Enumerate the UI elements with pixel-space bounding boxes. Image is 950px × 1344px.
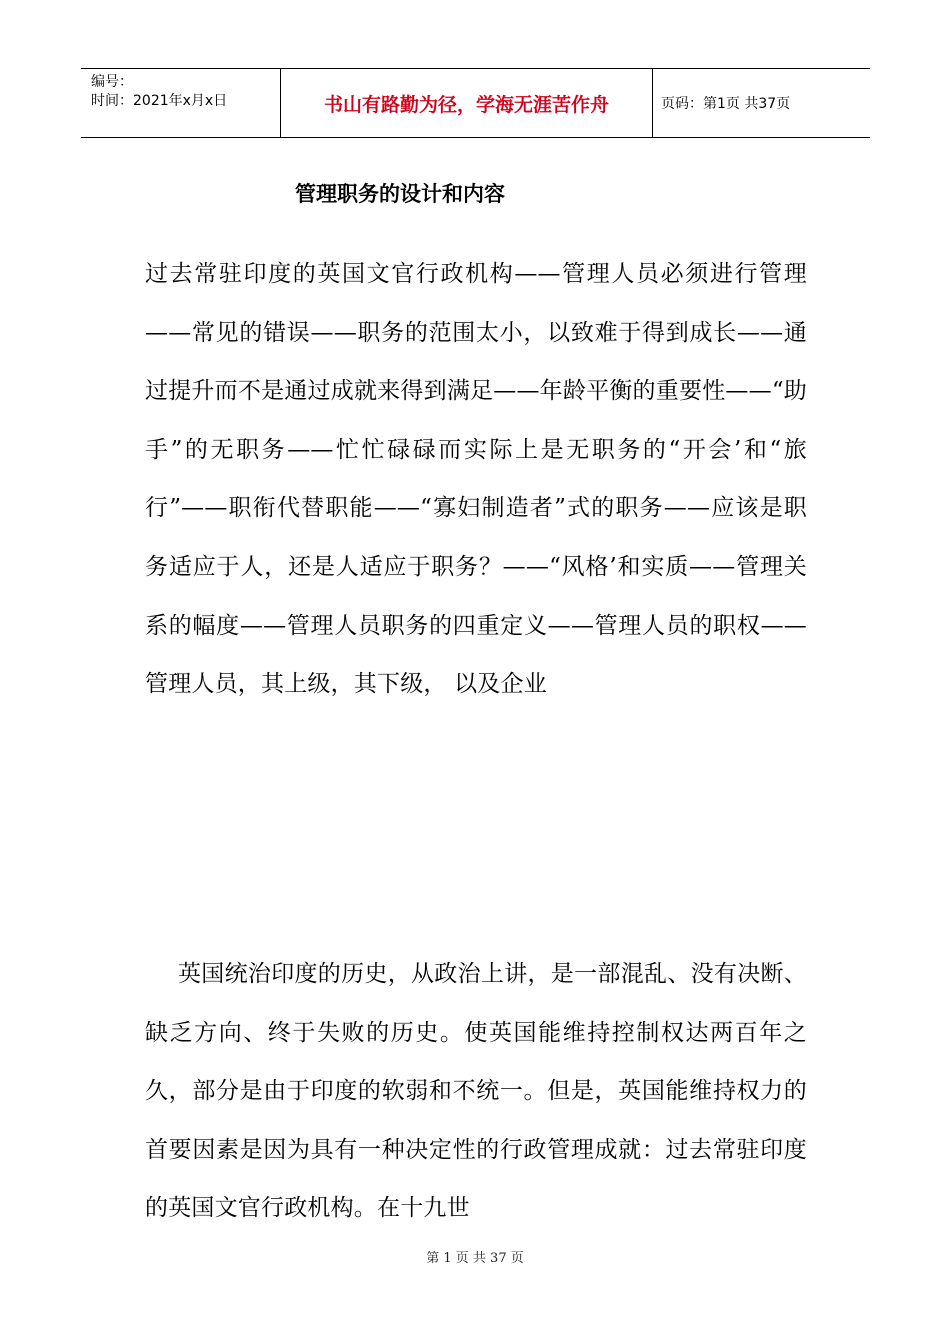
header-motto: 书山有路勤为径，学海无涯苦作舟 — [323, 93, 609, 116]
header-meta-cell — [81, 69, 281, 137]
document-date: 时间：2021年x月x日 — [91, 93, 228, 109]
chapter-summary: 过去常驻印度的英国文官行政机构——管理人员必须进行管理——常见的错误——职务的范围太小，以致难于得到成长——通过提升而不是通过成就来得到满足——年龄平衡的重要性——“助手”的无职务——忙忙碌碌而实际上是无职务的“开会’和“旅行”——职衔代替职能——“寡妇制造者”式的职务——应该是职务适应于人，还是人适应于职务？——“风格’和实质——管理关系的幅度——管理人员职务的四重定义——管理人员的职权——管理人员，其上级，其下级， 以及企业 — [145, 261, 807, 698]
page-footer: 第 1 页 共 37 页 — [426, 1251, 524, 1266]
header-page-cell — [653, 69, 870, 137]
header-page-info: 页码：第1页 共37页 — [661, 96, 791, 112]
header-table — [81, 68, 870, 138]
document-number-label: 编号： — [91, 74, 133, 90]
header-motto-cell — [281, 69, 653, 137]
document-title: 管理职务的设计和内容 — [295, 182, 505, 206]
body-paragraph: 英国统治印度的历史，从政治上讲，是一部混乱、没有决断、缺乏方向、终于失败的历史。使英国能维持控制权达两百年之久，部分是由于印度的软弱和不统一。但是，英国能维持权力的首要因素是因为具有一种决定性的行政管理成就：过去常驻印度的英国文官行政机构。在十九世 — [145, 961, 807, 1222]
